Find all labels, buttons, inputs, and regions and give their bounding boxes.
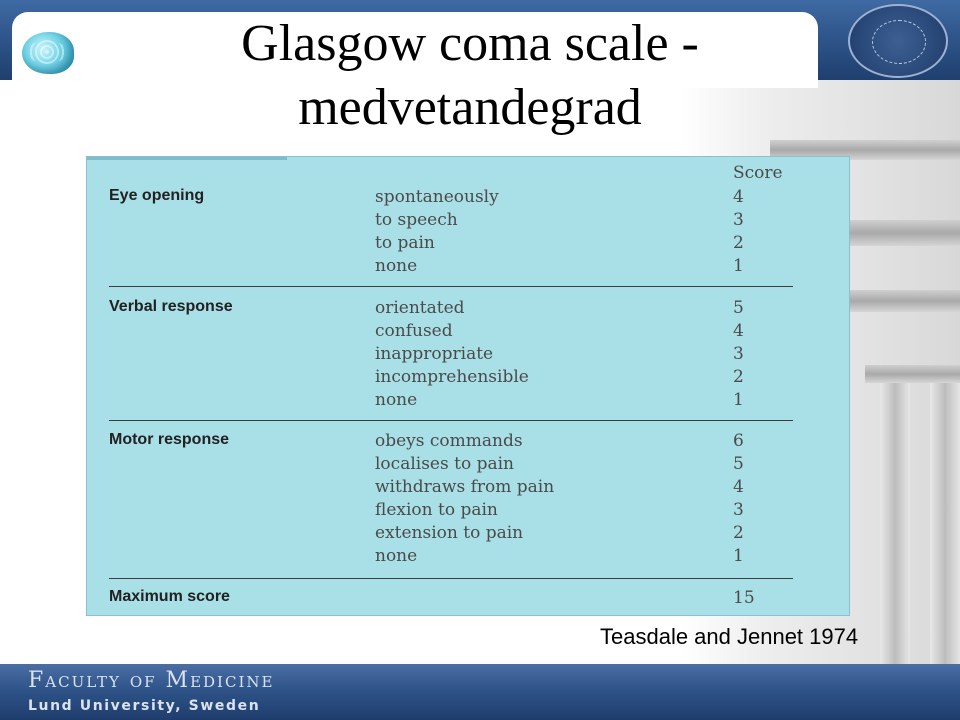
slide-title: Glasgow coma scale - medvetandegrad [241,15,699,136]
category-eye-opening: Eye opening [109,187,205,204]
score: 2 [733,367,744,387]
response: none [375,390,418,410]
response: extension to pain [375,523,524,543]
citation: Teasdale and Jennet 1974 [600,624,859,649]
response: spontaneously [375,187,499,207]
score: 2 [733,233,744,253]
response: withdraws from pain [375,477,555,497]
score: 3 [733,210,744,230]
response: flexion to pain [375,500,498,520]
score: 1 [733,546,744,566]
response: orientated [375,298,465,318]
score-header: Score [733,163,783,183]
university-seal-icon [848,4,948,78]
score: 2 [733,523,744,543]
category-motor-response: Motor response [109,431,230,448]
response: none [375,256,418,276]
response: none [375,546,418,566]
glasgow-coma-scale-table [86,156,850,616]
score: 6 [733,431,744,451]
score: 3 [733,500,744,520]
score: 5 [733,298,744,318]
section-divider [109,420,793,421]
score: 4 [733,321,744,341]
score: 1 [733,256,744,276]
response: to pain [375,233,435,253]
brain-icon [22,32,74,74]
score: 5 [733,454,744,474]
score: 3 [733,344,744,364]
maximum-score-label: Maximum score [109,588,230,605]
response: localises to pain [375,454,514,474]
category-verbal-response: Verbal response [109,298,233,315]
response: confused [375,321,453,341]
response: incomprehensible [375,367,529,387]
score: 4 [733,187,744,207]
score: 4 [733,477,744,497]
section-divider [109,286,793,287]
university-name: Lund University, Sweden [28,698,261,714]
score: 1 [733,390,744,410]
maximum-score-value: 15 [733,588,755,608]
faculty-name: Faculty of Medicine [28,668,275,693]
response: obeys commands [375,431,523,451]
section-divider [109,578,793,579]
table-top-rule [87,157,287,160]
response: to speech [375,210,458,230]
response: inappropriate [375,344,494,364]
